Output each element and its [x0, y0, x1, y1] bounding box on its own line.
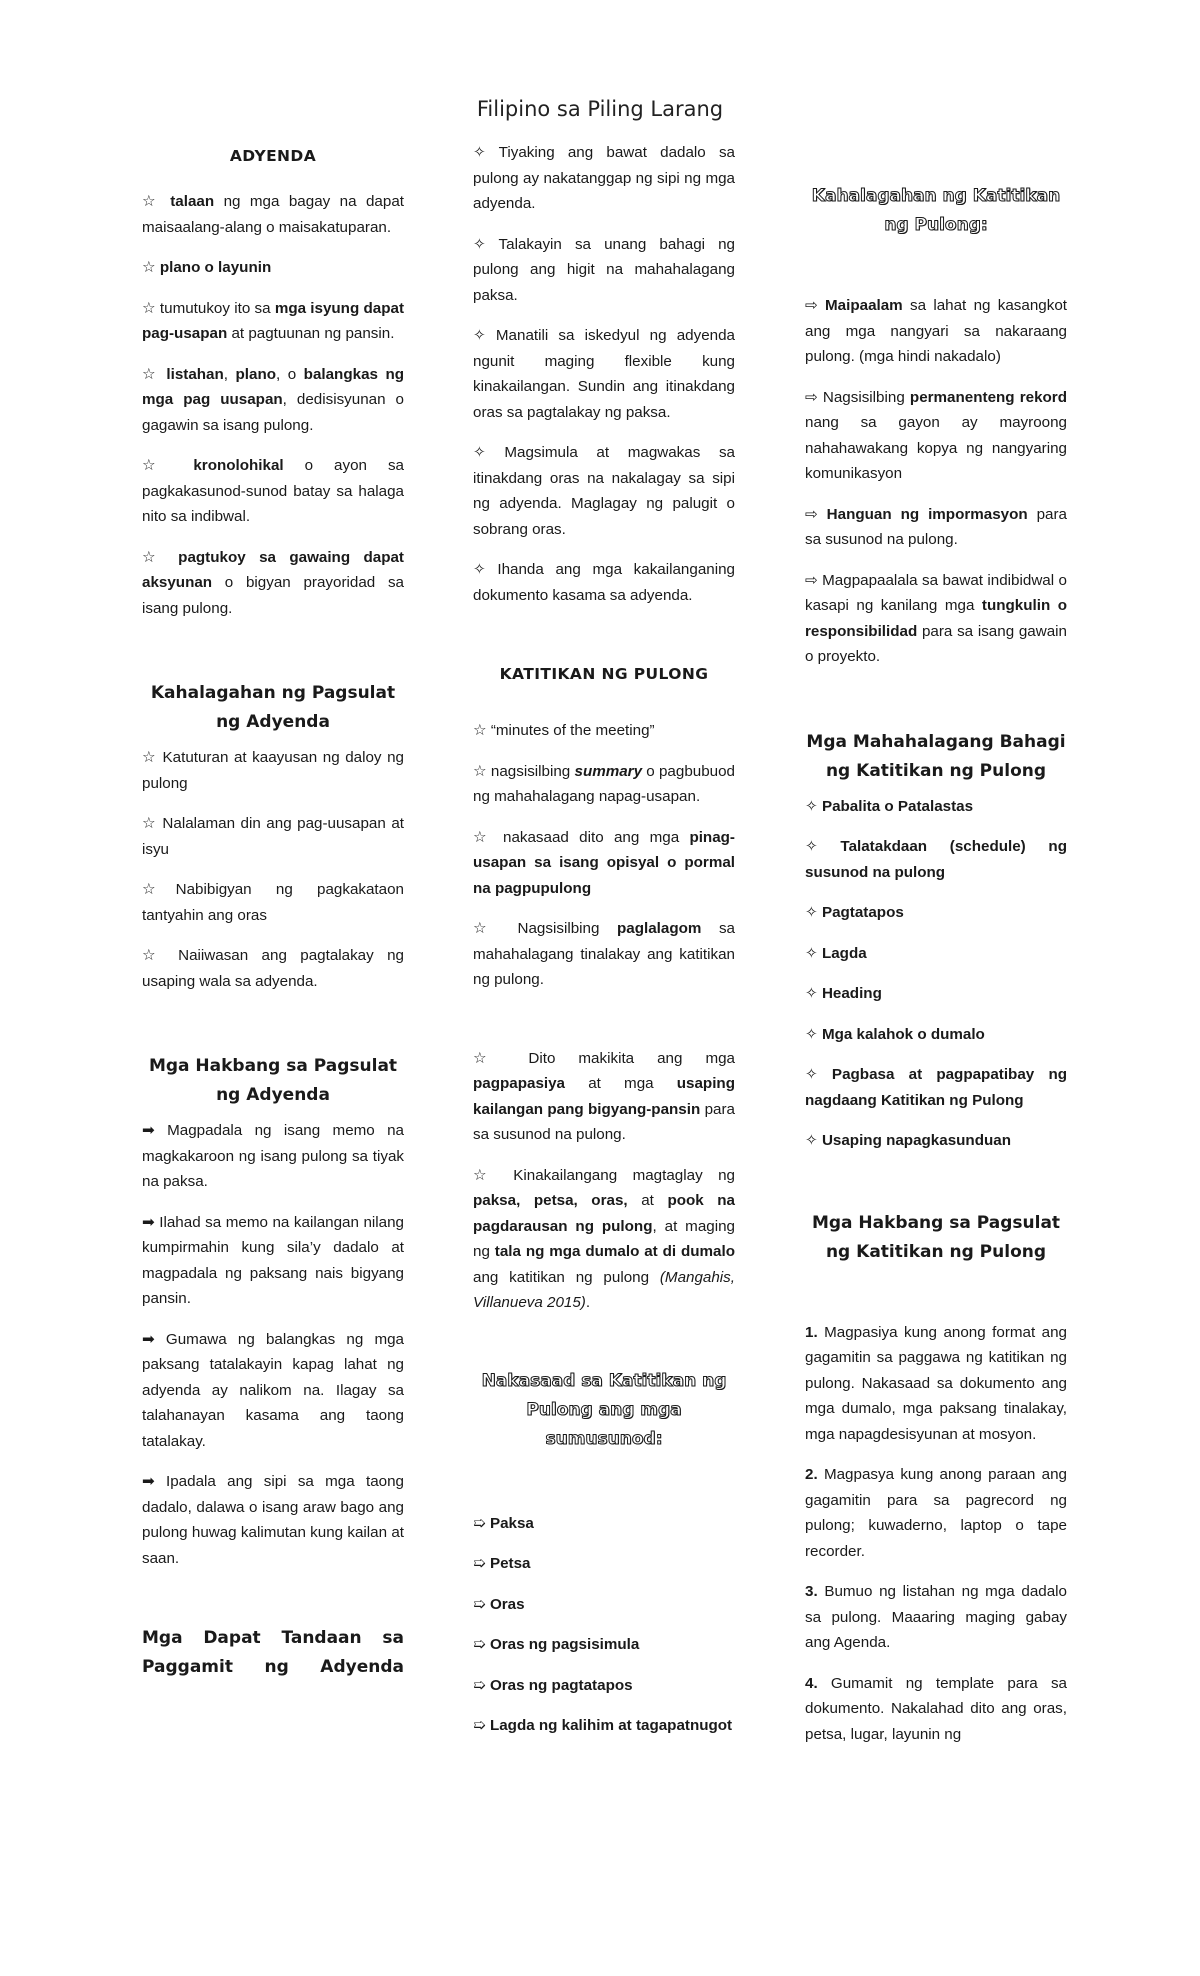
list-item: ➯ Lagda ng kalihim at tagapatnugot: [473, 1717, 733, 1734]
kahalagahan-katitikan-heading: Kahalagahan ng Katitikan ng Pulong:: [811, 186, 1061, 235]
list-item: ☆ pagtukoy sa gawaing dapat aksyunan o bigyan prayoridad sa isang pulong.: [142, 548, 404, 617]
hakbang-katitikan-heading: Mga Hakbang sa Pagsulat ng Katitikan ng Pulong: [811, 1212, 1061, 1262]
list-item: ✧ Lagda: [805, 944, 867, 962]
list-item: ☆ “minutes of the meeting”: [473, 722, 655, 739]
hakbang-adyenda-list: [142, 1118, 404, 1571]
list-item: ⇨ Maipaalam sa lahat ng kasangkot ang mga nangyari sa nakaraang pulong. (mga hindi nakadalo): [805, 297, 1067, 365]
nakasaad-list: [473, 1511, 735, 1739]
list-item: ☆ tumutukoy ito sa mga isyung dapat pag-usapan at pagtuunan ng pansin.: [142, 299, 404, 342]
katitikan-heading: KATITIKAN NG PULONG: [499, 665, 709, 683]
list-item: ✧ Usaping napagkasunduan: [805, 1132, 1011, 1149]
column-right: [805, 140, 1067, 1747]
list-item: ➯ Oras: [473, 1595, 525, 1613]
katitikan-list-2: [473, 1046, 735, 1316]
kahalagahan-adyenda-heading: Kahalagahan ng Pagsulat ng Adyenda: [150, 683, 396, 732]
list-item: ➡ Magpadala ng isang memo na magkakaroon ng isang pulong sa tiyak na paksa.: [142, 1122, 404, 1190]
adyenda-list: [142, 189, 404, 621]
hakbang-katitikan-list: [805, 1320, 1067, 1748]
list-item: ☆ talaan ng mga bagay na dapat maisaalang-alang o maisakatuparan.: [142, 193, 404, 236]
list-item: ✧ Pabalita o Patalastas: [805, 797, 974, 815]
page-title: Filipino sa Piling Larang: [476, 97, 724, 121]
list-item: 1. Magpasiya kung anong format ang gagamitin sa paggawa ng katitikan ng pulong. Nakasaad sa dokumento ang mga dumalo, mga paksang tinalakay, mga napagdesisyunan at mosyon.: [805, 1323, 1067, 1443]
tandaan-heading: Mga Dapat Tandaan sa Paggamit ng Adyenda: [142, 1628, 404, 1677]
kahalagahan-adyenda-list: [142, 745, 404, 994]
bahagi-list: [805, 794, 1067, 1154]
list-item: ➡ Ilahad sa memo na kailangan nilang kumpirmahin kung sila’y dadalo at magpadala ng paksang nais bigyang pansin.: [142, 1213, 404, 1307]
list-item: ✧ Talakayin sa unang bahagi ng pulong ang higit na mahahalagang paksa.: [473, 235, 735, 304]
list-item: ➯ Paksa: [473, 1514, 534, 1532]
tandaan-list: [473, 140, 735, 608]
list-item: ☆ nagsisilbing summary o pagbubuod ng mahahalagang napag-usapan.: [473, 762, 736, 805]
list-item: ☆ plano o layunin: [142, 259, 272, 276]
nakasaad-heading: Nakasaad sa Katitikan ng Pulong ang mga sumusunod:: [481, 1370, 727, 1449]
list-item: ➯ Oras ng pagtatapos: [473, 1676, 633, 1694]
list-item: ✧ Talatakdaan (schedule) ng susunod na pulong: [805, 838, 1067, 881]
katitikan-list: [473, 718, 735, 993]
list-item: 3. Bumuo ng listahan ng mga dadalo sa pulong. Maaaring maging gabay ang Agenda.: [805, 1583, 1067, 1651]
column-middle: [473, 140, 735, 1739]
list-item: ➯ Oras ng pagsisimula: [473, 1636, 640, 1653]
list-item: ☆ Naiiwasan ang pagtalakay ng usaping wala sa adyenda.: [142, 947, 404, 990]
list-item: ➡ Gumawa ng balangkas ng mga paksang tatalakayin kapag lahat ng adyenda ay nalikom na. Ilagay sa talahanayan kasama ang taong tatalakay.: [142, 1330, 404, 1450]
list-item: ✧ Heading: [805, 985, 882, 1002]
list-item: 2. Magpasya kung anong paraan ang gagamitin para sa pagrecord ng pulong; kuwaderno, laptop o tape recorder.: [805, 1466, 1067, 1560]
column-left: [142, 140, 404, 1682]
list-item: ⇨ Hanguan ng impormasyon para sa susunod na pulong.: [805, 505, 1067, 548]
list-item: ☆ Kinakailangang magtaglay ng paksa, petsa, oras, at pook na pagdarausan ng pulong, at maging ng tala ng mga dumalo at di dumalo ang katitikan ng pulong (Mangahis, Villanueva 2015).: [473, 1166, 736, 1311]
list-item: ✧ Tiyaking ang bawat dadalo sa pulong ay nakatanggap ng sipi ng mga adyenda.: [473, 144, 735, 212]
list-item: ☆Nabibigyan ng pagkakataon tantyahin ang oras: [142, 881, 404, 924]
kahalagahan-katitikan-list: [805, 293, 1067, 670]
list-item: ✧ Mga kalahok o dumalo: [805, 1025, 985, 1043]
list-item: 4. Gumamit ng template para sa dokumento. Nakalahad dito ang oras, petsa, lugar, layunin ng: [805, 1674, 1067, 1743]
list-item: ☆ Dito makikita ang mga pagpapasiya at mga usaping kailangan pang bigyang-pansin para sa susunod na pulong.: [473, 1049, 735, 1143]
list-item: ✧ Magsimula at magwakas sa itinakdang oras na nakalagay sa sipi ng adyenda. Maglagay ng palugit o sobrang oras.: [473, 444, 735, 538]
list-item: ✧ Pagbasa at pagpapatibay ng nagdaang Katitikan ng Pulong: [805, 1066, 1067, 1109]
list-item: ➡ Ipadala ang sipi sa mga taong dadalo, dalawa o isang araw bago ang pulong huwag kalimutan kung kailan at saan.: [142, 1473, 404, 1567]
list-item: ✧ Pagtatapos: [805, 904, 904, 921]
list-item: ⇨ Magpapaalala sa bawat indibidwal o kasapi ng kanilang mga tungkulin o responsibilidad para sa isang gawain o proyekto.: [805, 571, 1068, 665]
list-item: ✧ Ihanda ang mga kakailanganing dokumento kasama sa adyenda.: [473, 561, 735, 604]
list-item: ☆ Nagsisilbing paglalagom sa mahahalagang tinalakay ang katitikan ng pulong.: [473, 920, 735, 988]
list-item: ☆ nakasaad dito ang mga pinag-usapan sa isang opisyal o pormal na pagpupulong: [473, 828, 735, 897]
list-item: ☆ kronolohikal o ayon sa pagkakasunod-sunod batay sa halaga nito sa indibwal.: [142, 457, 404, 525]
list-item: ✧ Manatili sa iskedyul ng adyenda ngunit maging flexible kung kinakailangan. Sundin ang itinakdang oras sa pagtalakay ng paksa.: [473, 327, 735, 421]
bahagi-heading: Mga Mahahalagang Bahagi ng Katitikan ng Pulong: [806, 731, 1066, 781]
hakbang-adyenda-heading: Mga Hakbang sa Pagsulat ng Adyenda: [148, 1056, 398, 1105]
list-item: ☆ Nalalaman din ang pag-uusapan at isyu: [142, 815, 404, 858]
list-item: ☆ listahan, plano, o balangkas ng mga pag uusapan, dedisisyunan o gagawin sa isang pulong.: [142, 365, 405, 434]
list-item: ☆ Katuturan at kaayusan ng daloy ng pulong: [142, 749, 404, 792]
adyenda-heading: ADYENDA: [229, 147, 317, 165]
list-item: ⇨ Nagsisilbing permanenteng rekord nang sa gayon ay mayroong nahahawakang kopya ng nangyaring komunikasyon: [805, 388, 1067, 482]
list-item: ➯ Petsa: [473, 1555, 531, 1572]
